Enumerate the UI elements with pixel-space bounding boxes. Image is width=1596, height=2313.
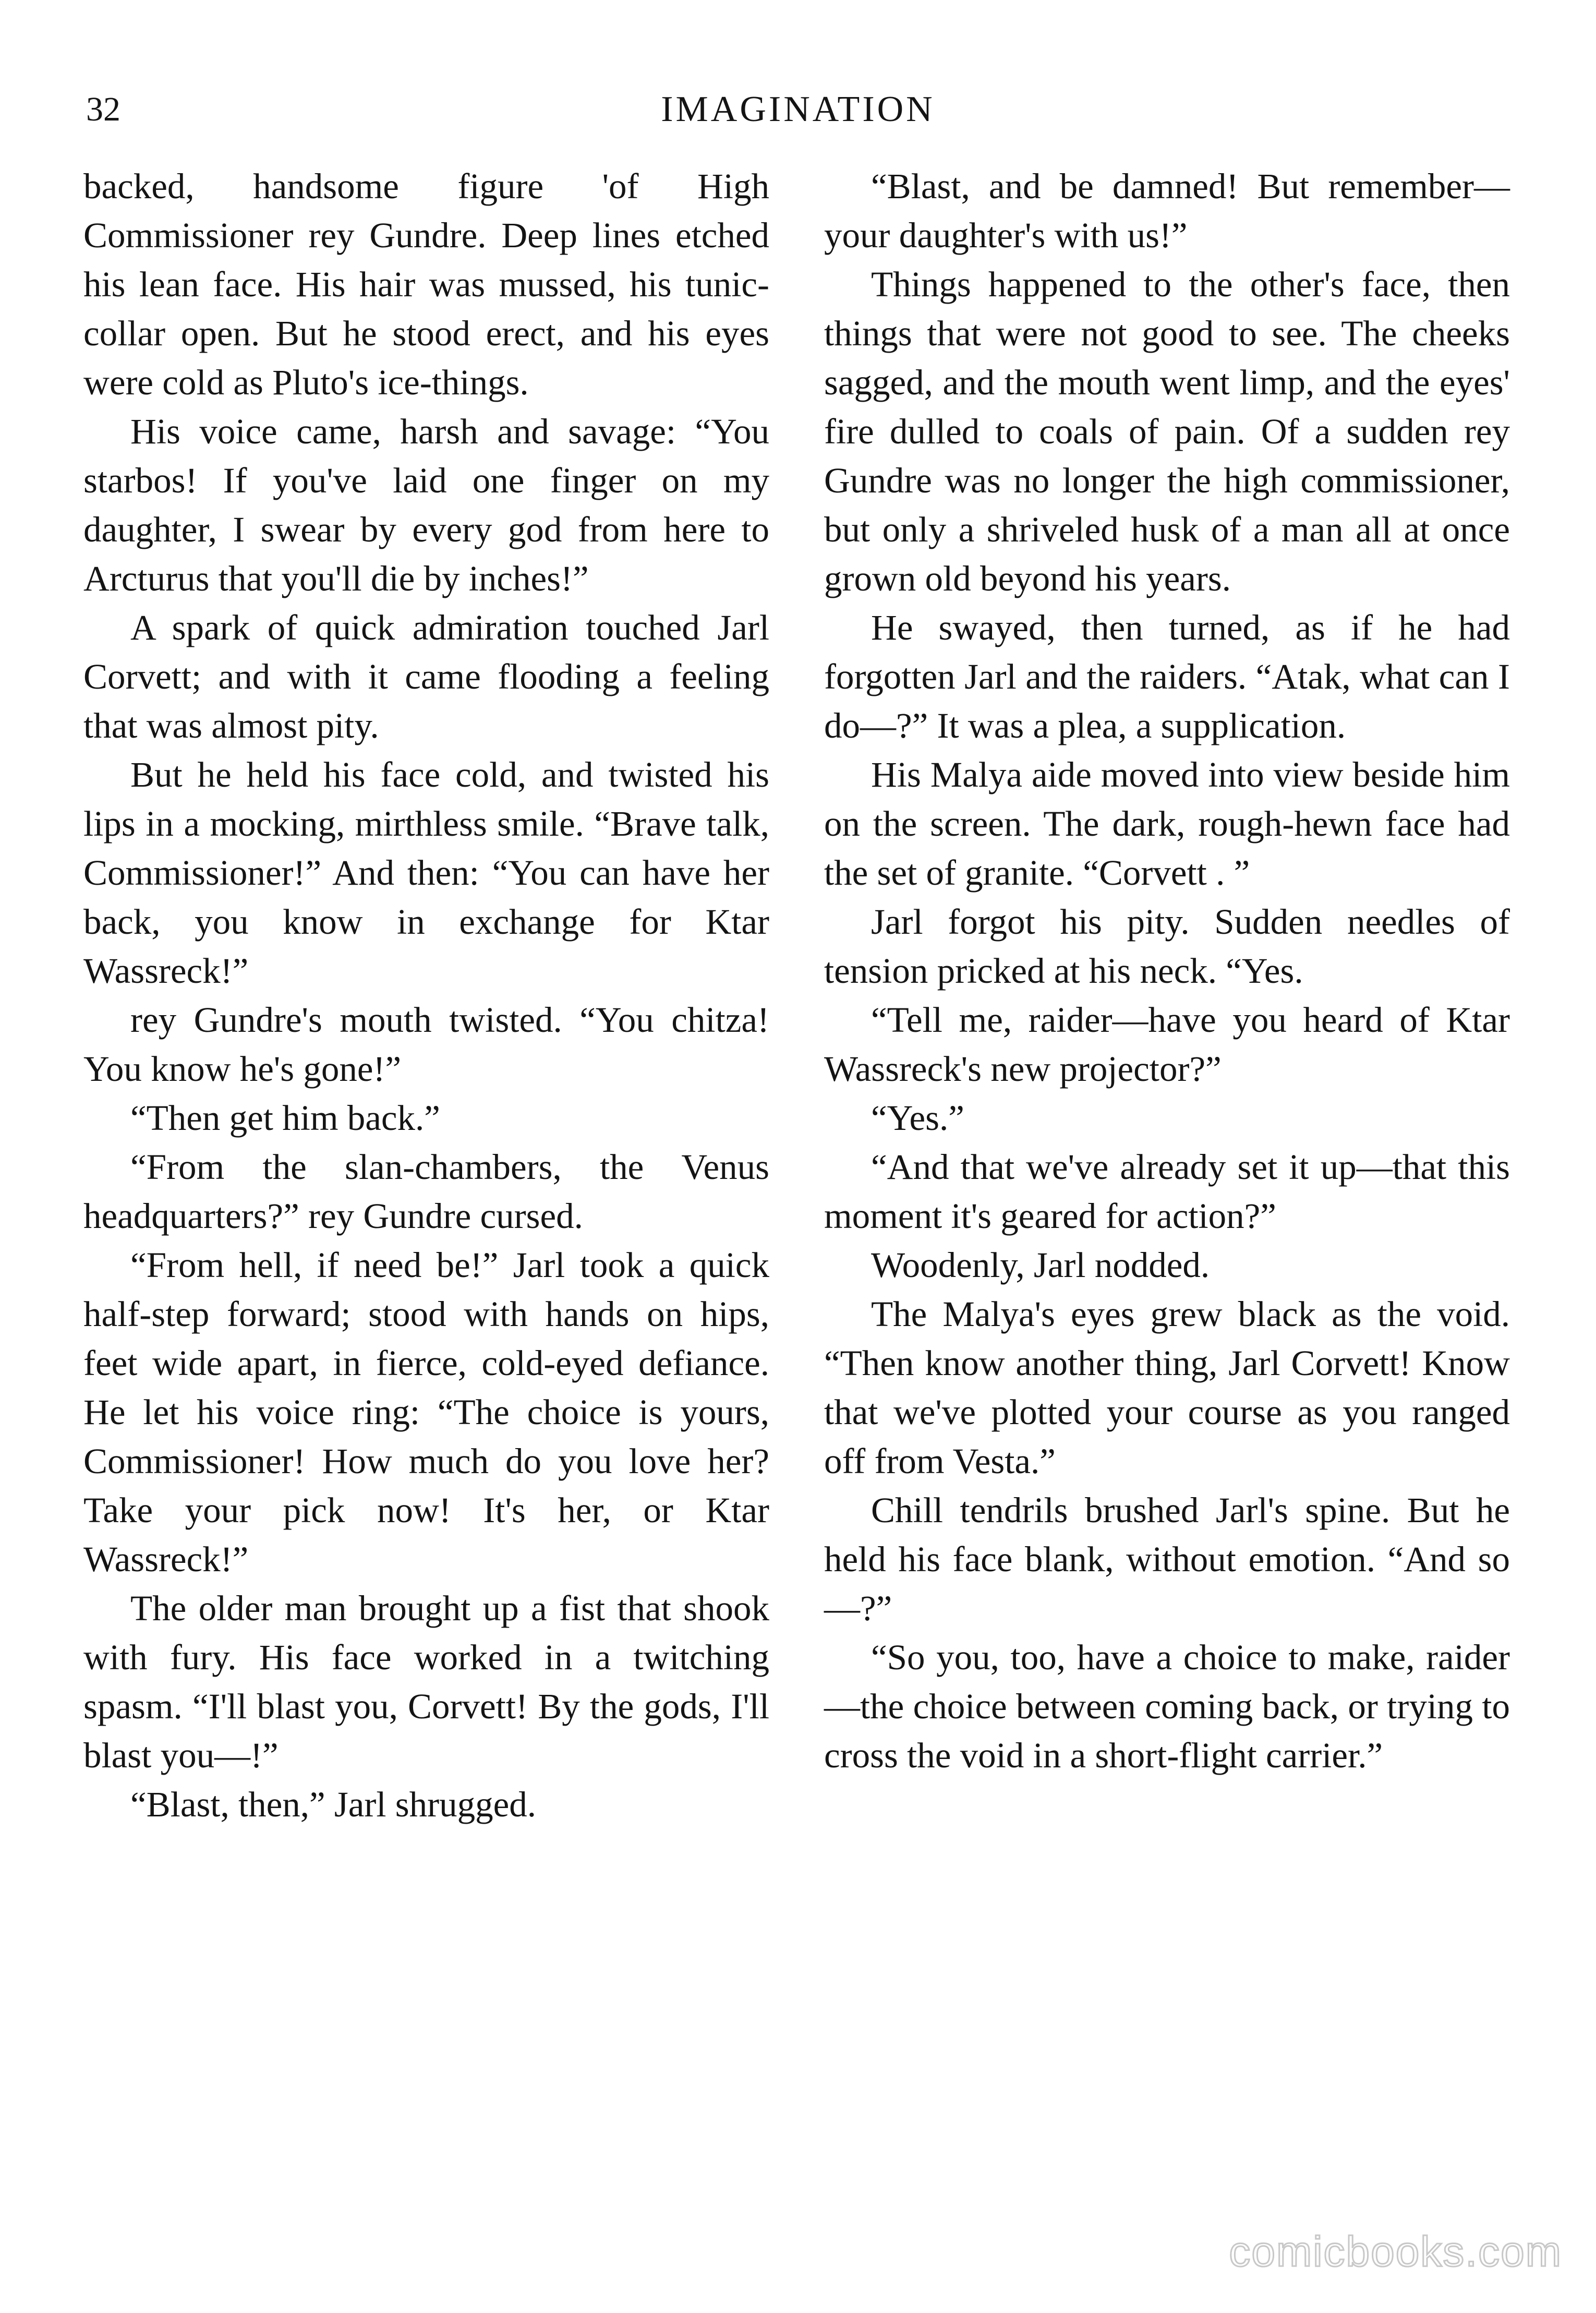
paragraph: His Malya aide moved into view beside him on the screen. The dark, rough-hewn face had the set of granite. “Corvett . ” [824, 755, 1510, 893]
paragraph: “So you, too, have a choice to make, raider—the choice between coming back, or trying to cross the void in a short-flight carrier.” [824, 1637, 1510, 1775]
page-number: 32 [86, 90, 120, 128]
paragraph: A spark of quick admiration touched Jarl Corvett; and with it came flooding a feeling that was almost pity. [83, 608, 769, 745]
left-column [83, 162, 769, 1829]
paragraph: “Blast, and be damned! But remember—your daughter's with us!” [824, 166, 1510, 255]
paragraph: Chill tendrils brushed Jarl's spine. But he held his face blank, without emotion. “And so—?” [824, 1490, 1510, 1628]
paragraph: “From hell, if need be!” Jarl took a quick half-step forward; stood with hands on hips, feet wide apart, in fierce, cold-eyed defiance. He let his voice ring: “The choice is yours, Commissioner! How much do you love her? Take your pick now! It's her, or Ktar Wassreck!” [83, 1245, 769, 1579]
running-head: IMAGINATION [661, 89, 935, 129]
watermark: comicbooks.com [1229, 2228, 1562, 2275]
right-column [824, 162, 1510, 1780]
paragraph: He swayed, then turned, as if he had forgotten Jarl and the raiders. “Atak, what can I do—?” It was a plea, a supplication. [824, 608, 1510, 745]
paragraph: But he held his face cold, and twisted his lips in a mocking, mirthless smile. “Brave talk, Commissioner!” And then: “You can have her back, you know in exchange for Ktar Wassreck!” [83, 755, 769, 991]
paragraph: Jarl forgot his pity. Sudden needles of tension pricked at his neck. “Yes. [824, 902, 1510, 991]
paragraph: “Blast, then,” Jarl shrugged. [130, 1785, 536, 1824]
paragraph: Woodenly, Jarl nodded. [871, 1245, 1210, 1285]
paragraph: “Tell me, raider—have you heard of Ktar Wassreck's new projector?” [824, 1000, 1510, 1089]
paragraph: rey Gundre's mouth twisted. “You chitza! You know he's gone!” [83, 1000, 769, 1089]
paragraph: “Yes.” [871, 1098, 964, 1138]
paragraph: “Then get him back.” [130, 1098, 440, 1138]
paragraph: backed, handsome figure 'of High Commissioner rey Gundre. Deep lines etched his lean face. His hair was mussed, his tunic-collar open. But he stood erect, and his eyes were cold as Pluto's ice-things. [83, 166, 769, 402]
paragraph: The Malya's eyes grew black as the void. “Then know another thing, Jarl Corvett! Know that we've plotted your course as you ranged off from Vesta.” [824, 1294, 1510, 1481]
paragraph: “And that we've already set it up—that this moment it's geared for action?” [824, 1147, 1510, 1236]
paragraph: His voice came, harsh and savage: “You starbos! If you've laid one finger on my daughter, I swear by every god from here to Arcturus that you'll die by inches!” [83, 412, 769, 598]
paragraph: “From the slan-chambers, the Venus headquarters?” rey Gundre cursed. [83, 1147, 769, 1236]
paragraph: The older man brought up a fist that shook with fury. His face worked in a twitching spasm. “I'll blast you, Corvett! By the gods, I'll blast you—!” [83, 1588, 769, 1775]
paragraph: Things happened to the other's face, then things that were not good to see. The cheeks sagged, and the mouth went limp, and the eyes' fire dulled to coals of pain. Of a sudden rey Gundre was no longer the high commissioner, but only a shriveled husk of a man all at once grown old beyond his years. [824, 264, 1510, 598]
